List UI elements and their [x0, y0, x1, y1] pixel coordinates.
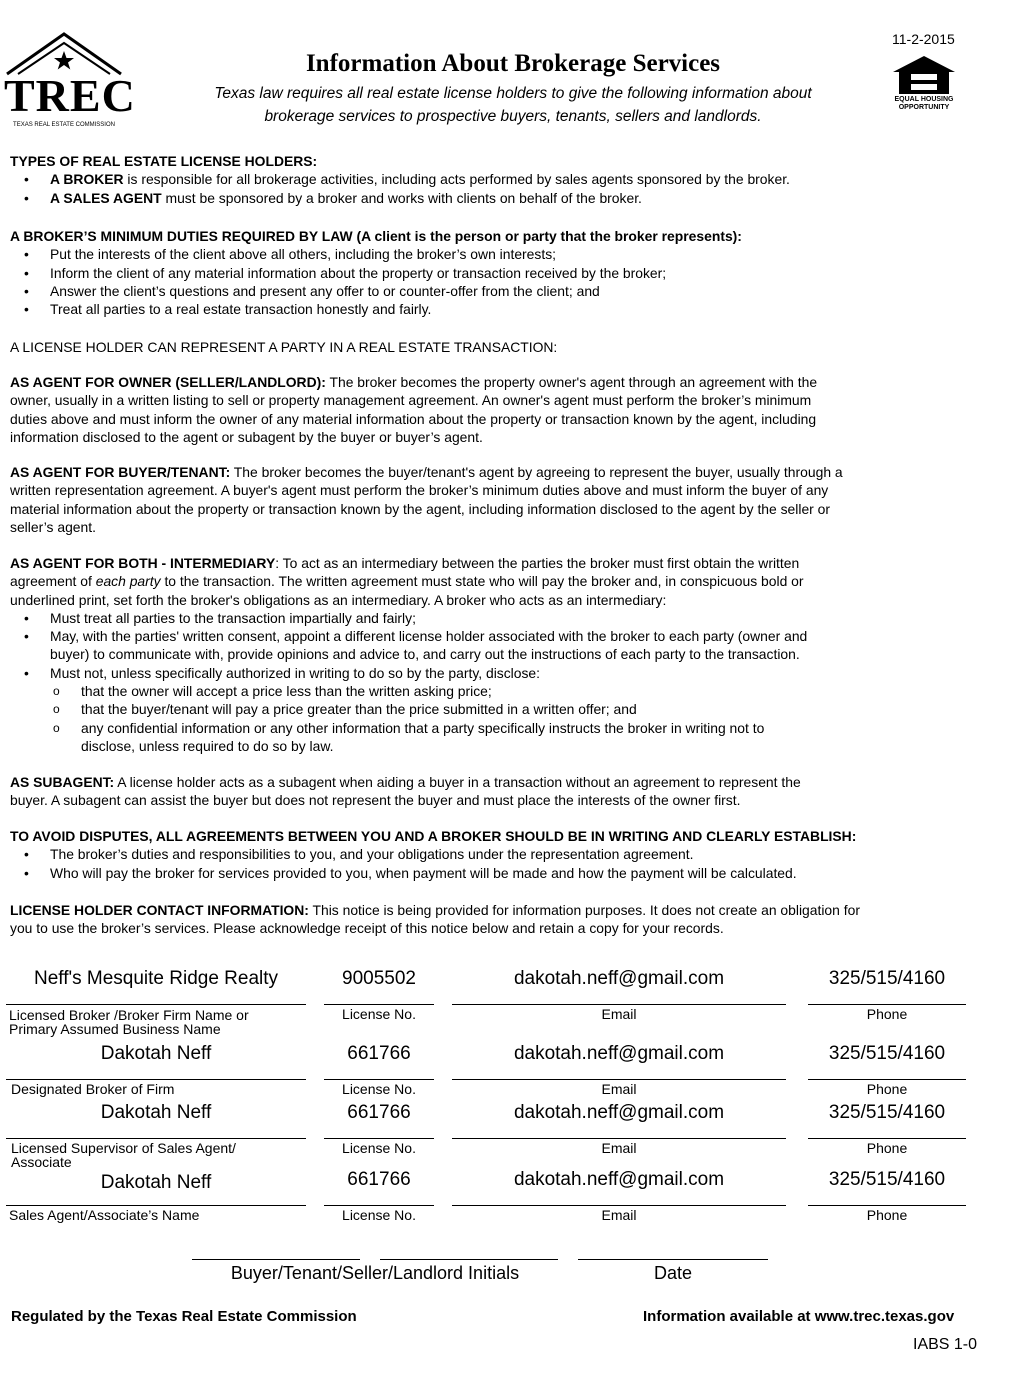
intermediary-emphasis: each party — [95, 573, 161, 590]
intermediary-text: agreement of — [10, 573, 96, 590]
owner-text: duties above and must inform the owner of any material information about the property or transaction known by the agent, including — [10, 410, 817, 427]
field-line — [452, 1004, 786, 1005]
types-section — [10, 152, 1010, 207]
email-label: Email — [601, 1081, 637, 1097]
sales-agent-license-field[interactable]: 661766 — [347, 1169, 411, 1190]
designated-broker-name-field[interactable]: Dakotah Neff — [100, 1043, 212, 1064]
eho-line-2: OPPORTUNITY — [898, 104, 950, 111]
owner-text: information disclosed to the agent or subagent by the buyer or buyer’s agent. — [10, 428, 483, 445]
list-item — [10, 170, 1010, 188]
field-line — [6, 1205, 306, 1206]
supervisor-label — [11, 1141, 236, 1169]
email-label: Email — [601, 1006, 637, 1022]
subagent-text: A license holder acts as a subagent when aiding a buyer in a transaction without an agreement to represent the — [114, 774, 801, 790]
footer-info-link[interactable]: Information available at www.trec.texas.gov — [643, 1308, 955, 1325]
supervisor-email-field[interactable]: dakotah.neff@gmail.com — [513, 1102, 725, 1123]
sales-agent-label: Sales Agent/Associate’s Name — [9, 1207, 200, 1223]
supervisor-license-field[interactable]: 661766 — [347, 1102, 411, 1123]
email-label: Email — [601, 1140, 637, 1156]
license-label: License No. — [342, 1006, 416, 1022]
equal-housing-logo — [891, 54, 957, 116]
field-line — [808, 1138, 966, 1139]
field-line — [452, 1138, 786, 1139]
broker-text: is responsible for all brokerage activities, including acts performed by sales agents sponsored by the broker. — [123, 171, 790, 188]
list-item: • Answer the client’s questions and present any offer to or counter-offer from the client; and — [10, 282, 1010, 300]
broker-license-field[interactable]: 9005502 — [342, 968, 416, 989]
field-line — [808, 1004, 966, 1005]
contact-term: LICENSE HOLDER CONTACT INFORMATION: — [10, 902, 309, 918]
buyer-text: seller’s agent. — [10, 518, 96, 535]
field-line — [324, 1004, 434, 1005]
sub-list-item: o any confidential information or any other information that a party specifically instructs the broker in writing not to — [10, 719, 1010, 737]
sales-agent-name-field[interactable]: Dakotah Neff — [100, 1172, 212, 1193]
field-line — [808, 1205, 966, 1206]
buyer-text: written representation agreement. A buyer's agent must perform the broker’s minimum duties above and must inform the buyer of any — [10, 482, 829, 499]
phone-label: Phone — [866, 1081, 908, 1097]
field-line — [324, 1079, 434, 1080]
broker-firm-label — [9, 1008, 249, 1036]
designated-broker-email-field[interactable]: dakotah.neff@gmail.com — [513, 1043, 725, 1064]
broker-firm-name-field[interactable]: Neff's Mesquite Ridge Realty — [33, 968, 279, 989]
supervisor-phone-field[interactable]: 325/515/4160 — [828, 1102, 946, 1123]
represent-heading: A LICENSE HOLDER CAN REPRESENT A PARTY IN A REAL ESTATE TRANSACTION: — [10, 339, 558, 355]
subtitle-line-2: brokerage services to prospective buyers, tenants, sellers and landlords. — [264, 108, 762, 125]
subagent-text: buyer. A subagent can assist the buyer but does not represent the buyer and must place the interests of the owner first. — [10, 792, 741, 809]
disputes-heading: TO AVOID DISPUTES, ALL AGREEMENTS BETWEEN YOU AND A BROKER SHOULD BE IN WRITING AND CLEARLY ESTABLISH: — [10, 828, 857, 844]
sales-agent-email-field[interactable]: dakotah.neff@gmail.com — [513, 1169, 725, 1190]
buyer-term: AS AGENT FOR BUYER/TENANT: — [10, 464, 231, 480]
list-item-continuation: buyer) to communicate with, provide opinions and advice to, and carry out the instructions of each party to the transaction. — [50, 646, 800, 663]
duties-section — [10, 227, 1010, 318]
owner-text: owner, usually in a written listing to sell or property management agreement. An owner's agent must perform the broker’s minimum — [10, 392, 812, 409]
label-line: Licensed Supervisor of Sales Agent/ — [11, 1140, 236, 1156]
broker-term: A BROKER — [50, 171, 124, 188]
field-line — [452, 1079, 786, 1080]
sales-agent-phone-field[interactable]: 325/515/4160 — [828, 1169, 946, 1190]
owner-section — [10, 373, 1010, 446]
equal-housing-icon — [891, 54, 957, 96]
broker-email-field[interactable]: dakotah.neff@gmail.com — [513, 968, 725, 989]
sub-list-item: o that the owner will accept a price less than the written asking price; — [10, 682, 1010, 700]
sales-agent-text: must be sponsored by a broker and works with clients on behalf of the broker. — [161, 189, 642, 206]
buyer-text: The broker becomes the buyer/tenant's agent by agreeing to represent the buyer, usually through a — [230, 464, 843, 480]
duties-heading: A BROKER’S MINIMUM DUTIES REQUIRED BY LAW (A client is the person or party that the broker represents): — [10, 228, 742, 244]
form-id: IABS 1-0 — [913, 1336, 978, 1353]
supervisor-name-field[interactable]: Dakotah Neff — [100, 1102, 212, 1123]
intermediary-term: AS AGENT FOR BOTH - INTERMEDIARY — [10, 555, 276, 571]
intermediary-section — [10, 554, 1010, 755]
sub-list-item: o that the buyer/tenant will pay a price greater than the price submitted in a written offer; and — [10, 700, 1010, 718]
phone-label: Phone — [866, 1140, 908, 1156]
sub-list-item-continuation: disclose, unless required to do so by law. — [81, 737, 334, 754]
license-label: License No. — [342, 1140, 416, 1156]
subagent-section — [10, 773, 1010, 810]
field-line — [6, 1138, 306, 1139]
owner-text: The broker becomes the property owner's agent through an agreement with the — [325, 374, 818, 390]
logo-text: TREC — [4, 70, 136, 121]
footer-regulated: Regulated by the Texas Real Estate Commission — [11, 1308, 357, 1325]
label-line: Licensed Broker /Broker Firm Name or — [9, 1007, 249, 1023]
designated-broker-license-field[interactable]: 661766 — [347, 1043, 411, 1064]
eho-line-1: EQUAL HOUSING — [894, 96, 954, 103]
list-item: • The broker’s duties and responsibilities to you, and your obligations under the representation agreement. — [10, 845, 1010, 863]
list-item — [10, 189, 1010, 207]
form-date: 11-2-2015 — [892, 31, 955, 47]
subagent-term: AS SUBAGENT: — [10, 774, 115, 790]
logo-subtext: TEXAS REAL ESTATE COMMISSION — [13, 122, 115, 128]
page-title: Information About Brokerage Services — [305, 50, 721, 77]
owner-term: AS AGENT FOR OWNER (SELLER/LANDLORD): — [10, 374, 326, 390]
list-item: • Put the interests of the client above all others, including the broker’s own interests; — [10, 245, 1010, 263]
field-line — [324, 1138, 434, 1139]
field-line — [324, 1205, 434, 1206]
buyer-text: material information about the property or transaction known by the agent, including information disclosed to the agent by the seller or — [10, 500, 831, 517]
list-item: • Treat all parties to a real estate transaction honestly and fairly. — [10, 300, 1010, 318]
license-label: License No. — [342, 1207, 416, 1223]
label-line: Primary Assumed Business Name — [9, 1021, 221, 1037]
list-item: • Must treat all parties to the transaction impartially and fairly; — [10, 609, 1010, 627]
disputes-section — [10, 827, 1010, 882]
initials-line[interactable] — [380, 1259, 558, 1260]
contact-text: you to use the broker’s services. Please acknowledge receipt of this notice below and retain a copy for your records. — [10, 920, 724, 937]
subtitle-line-1: Texas law requires all real estate license holders to give the following information about — [214, 85, 812, 102]
sales-agent-term: A SALES AGENT — [50, 189, 162, 206]
phone-label: Phone — [866, 1207, 908, 1223]
field-line — [808, 1079, 966, 1080]
intermediary-text: to the transaction. The written agreement must state who will pay the broker and, in conspicuous bold or — [160, 573, 804, 590]
date-label: Date — [653, 1263, 693, 1283]
license-label: License No. — [342, 1081, 416, 1097]
list-item: • Must not, unless specifically authorized in writing to do so by the party, disclose: — [10, 664, 1010, 682]
field-line — [452, 1205, 786, 1206]
designated-broker-label: Designated Broker of Firm — [11, 1081, 175, 1097]
intermediary-text: : To act as an intermediary between the parties the broker must first obtain the written — [275, 555, 800, 571]
field-line — [6, 1004, 306, 1005]
list-item: • Inform the client of any material information about the property or transaction received by the broker; — [10, 264, 1010, 282]
buyer-section — [10, 463, 1010, 536]
phone-label: Phone — [866, 1006, 908, 1022]
list-item: • May, with the parties' written consent, appoint a different license holder associated with the broker to each party (owner and — [10, 627, 1010, 645]
date-line[interactable] — [578, 1259, 768, 1260]
designated-broker-phone-field[interactable]: 325/515/4160 — [828, 1043, 946, 1064]
contact-section — [10, 901, 1010, 938]
initials-line[interactable] — [192, 1259, 360, 1260]
types-heading: TYPES OF REAL ESTATE LICENSE HOLDERS: — [10, 153, 318, 169]
label-line: Associate — [11, 1154, 72, 1170]
field-line — [6, 1079, 306, 1080]
email-label: Email — [601, 1207, 637, 1223]
intermediary-text: underlined print, set forth the broker's obligations as an intermediary. A broker who acts as an intermediary: — [10, 591, 667, 608]
initials-label: Buyer/Tenant/Seller/Landlord Initials — [230, 1263, 520, 1283]
contact-text: This notice is being provided for information purposes. It does not create an obligation for — [308, 902, 860, 918]
broker-phone-field[interactable]: 325/515/4160 — [828, 968, 946, 989]
list-item: • Who will pay the broker for services provided to you, when payment will be made and how the payment will be calculated. — [10, 864, 1010, 882]
